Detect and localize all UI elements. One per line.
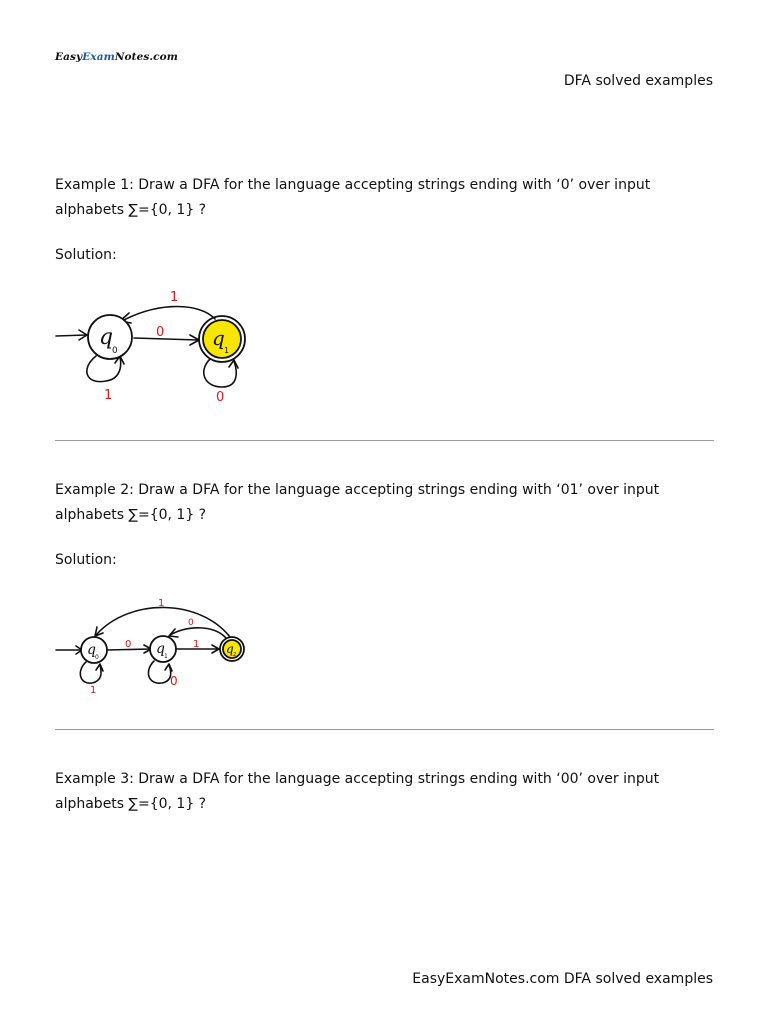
- logo-text-easy: Easy: [55, 51, 83, 63]
- transition-q2-q1-symbol: 0: [188, 618, 194, 628]
- site-logo: [55, 51, 178, 63]
- state-q1-subscript: 1: [164, 653, 168, 660]
- state-q1-letter: q: [156, 641, 165, 657]
- transition-q0-self-loop-edge: [87, 356, 121, 382]
- example-1-question-line-2: alphabets ∑={0, 1} ?: [55, 201, 207, 218]
- section-divider-1: [55, 440, 714, 441]
- state-q0-subscript: 0: [95, 654, 99, 661]
- example-1-dfa-diagram: [50, 283, 260, 408]
- state-q0-subscript: 0: [112, 346, 118, 356]
- start-arrow: [56, 335, 86, 336]
- state-q1-subscript: 1: [224, 346, 230, 355]
- transition-q0-q1-edge: [134, 338, 198, 340]
- transition-q1-q0-symbol: 1: [170, 290, 179, 305]
- example-3-question-line-1: Example 3: Draw a DFA for the language accepting strings ending with ‘00’ over input: [55, 771, 660, 787]
- logo-text-exam: Exam: [82, 51, 115, 63]
- transition-q1-q2-symbol: 1: [193, 639, 200, 650]
- example-2-question-line-1: Example 2: Draw a DFA for the language accepting strings ending with ‘01’ over input: [55, 482, 660, 498]
- example-3-question-line-2: alphabets ∑={0, 1} ?: [55, 795, 207, 812]
- state-q0-letter: q: [87, 642, 96, 658]
- example-1-solution-label: Solution:: [55, 247, 117, 263]
- transition-q2-q0-edge: [96, 607, 230, 637]
- transition-q0-q1-symbol: 0: [125, 639, 132, 650]
- example-3-question: [55, 767, 695, 816]
- state-q2-subscript: 2: [233, 652, 237, 658]
- page-footer: EasyExamNotes.com DFA solved examples: [412, 971, 713, 987]
- transition-q0-self-loop-arrowhead: [96, 664, 103, 671]
- section-divider-2: [55, 729, 714, 730]
- transition-q0-self-loop-symbol: 1: [90, 685, 97, 696]
- transition-q2-q0-symbol: 1: [158, 598, 165, 609]
- page-header-title: DFA solved examples: [563, 73, 713, 89]
- example-2-solution-label: Solution:: [55, 552, 117, 568]
- example-2-question-line-2: alphabets ∑={0, 1} ?: [55, 506, 207, 523]
- transition-q0-self-loop-edge: [80, 662, 101, 683]
- transition-q1-self-loop-edge: [148, 661, 170, 683]
- example-1-question-line-1: Example 1: Draw a DFA for the language accepting strings ending with ‘0’ over input: [55, 177, 651, 193]
- transition-q1-q0-edge: [122, 307, 215, 322]
- logo-text-notes: Notes.com: [114, 51, 178, 63]
- transition-q1-self-loop-symbol: 0: [216, 390, 225, 405]
- state-q0-letter: q: [99, 325, 114, 350]
- example-2-question: [55, 478, 695, 527]
- example-2-dfa-diagram: [50, 595, 260, 700]
- transition-q1-self-loop-symbol: 0: [170, 674, 178, 688]
- transition-q0-q1-symbol: 0: [156, 325, 165, 340]
- state-q2-letter: q: [226, 642, 234, 656]
- transition-q0-self-loop-symbol: 1: [104, 388, 113, 403]
- transition-q1-self-loop-arrowhead: [165, 664, 172, 671]
- example-1-question: [55, 173, 695, 222]
- state-q1-letter: q: [212, 326, 225, 350]
